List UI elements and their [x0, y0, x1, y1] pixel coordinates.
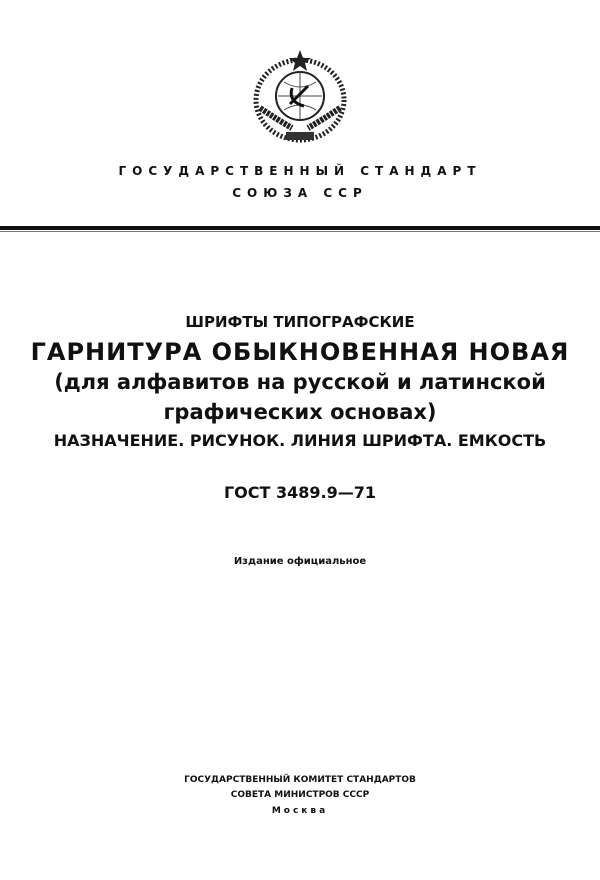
- publisher-line-2: СОВЕТА МИНИСТРОВ СССР: [230, 790, 370, 800]
- divider: [0, 226, 600, 230]
- category-title: ШРИФТЫ ТИПОГРАФСКИЕ: [185, 313, 415, 331]
- state-emblem-icon: [248, 48, 352, 148]
- publisher-line-1: ГОСУДАРСТВЕННЫЙ КОМИТЕТ СТАНДАРТОВ: [184, 775, 416, 785]
- publisher-city: Москва: [271, 806, 329, 816]
- divider-thin: [0, 231, 600, 232]
- standard-code: ГОСТ 3489.9—71: [223, 483, 377, 502]
- edition-note: Издание официальное: [233, 556, 367, 567]
- subtitle-line-1: (для алфавитов на русской и латинской: [54, 370, 546, 394]
- subtitle-line-2: графических основах): [163, 400, 437, 424]
- scope-title: НАЗНАЧЕНИЕ. РИСУНОК. ЛИНИЯ ШРИФТА. ЕМКОСТЬ: [53, 431, 547, 450]
- main-title: ГАРНИТУРА ОБЫКНОВЕННАЯ НОВАЯ: [30, 338, 570, 366]
- header-line-2: СОЮЗА ССР: [232, 186, 368, 200]
- header-line-1: ГОСУДАРСТВЕННЫЙ СТАНДАРТ: [118, 164, 482, 178]
